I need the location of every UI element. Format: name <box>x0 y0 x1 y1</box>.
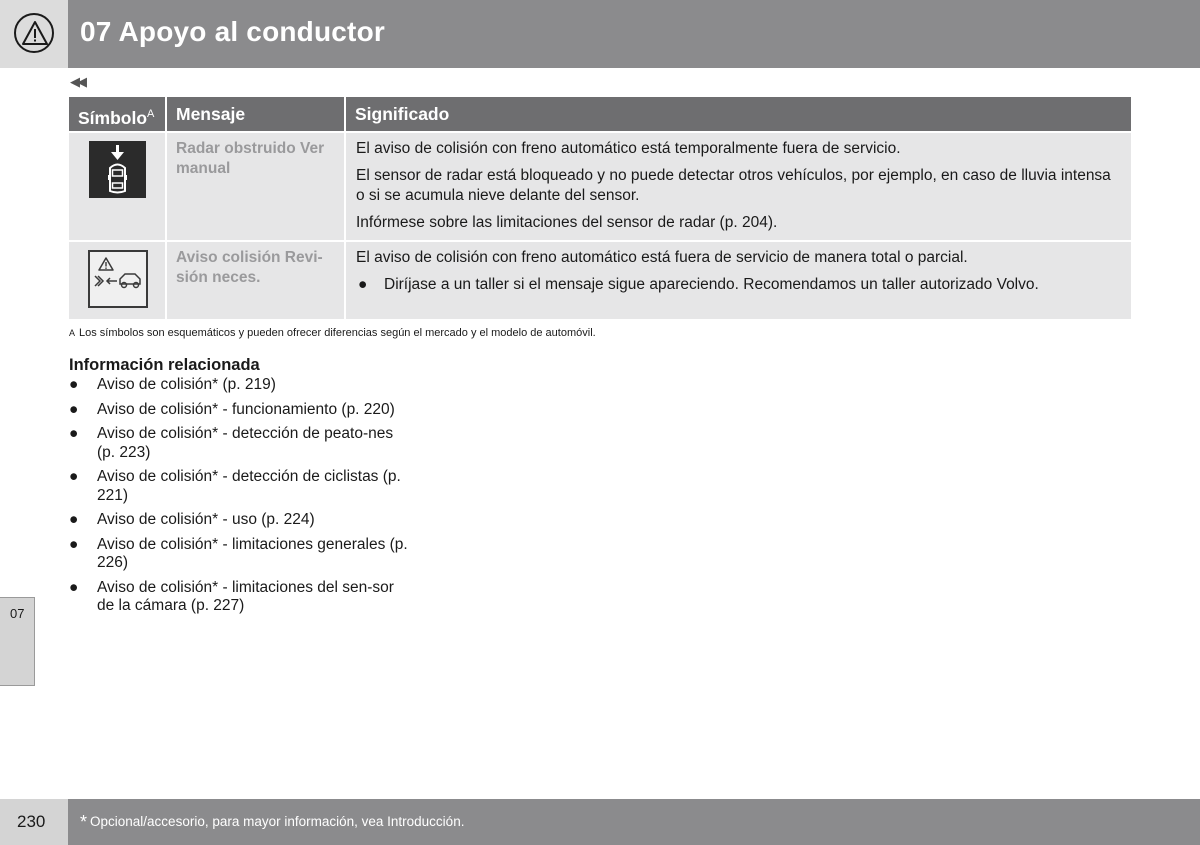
bullet-icon: ● <box>358 276 368 293</box>
footer-bar <box>68 799 1200 845</box>
bullet-icon: ● <box>69 578 79 596</box>
related-info-title: Información relacionada <box>69 356 260 374</box>
header-icon-area <box>0 0 68 68</box>
meaning-cell <box>346 133 1131 240</box>
related-link-text[interactable]: Aviso de colisión* - limitaciones generales (p. 226) <box>97 535 408 571</box>
meaning-cell <box>346 242 1131 319</box>
meaning-text: Infórmese sobre las limitaciones del sensor de radar (p. 204). <box>356 214 778 231</box>
related-link[interactable] <box>69 376 409 395</box>
symbol-cell <box>69 242 167 319</box>
footer-page-area <box>0 799 68 845</box>
header-bar <box>68 0 1200 68</box>
symbol-cell <box>69 133 167 240</box>
page-number: 230 <box>17 812 46 831</box>
radar-blocked-icon <box>89 141 146 198</box>
bullet-icon: ● <box>69 376 79 393</box>
footer-note <box>80 812 464 833</box>
meaning-text: El aviso de colisión con freno automático está temporalmente fuera de servicio. <box>356 140 901 157</box>
meaning-text: El aviso de colisión con freno automático está fuera de servicio de manera total o parcial. <box>356 249 968 266</box>
bullet-icon: ● <box>69 425 79 442</box>
related-link-text[interactable]: Aviso de colisión* - limitaciones del sen-sor de la cámara (p. 227) <box>97 578 394 614</box>
collision-warning-icon <box>88 250 148 308</box>
message-cell: Aviso colisión Revi-sión neces. <box>167 242 346 319</box>
related-link-text[interactable]: Aviso de colisión* - detección de peato-nes (p. 223) <box>97 425 394 461</box>
related-link[interactable] <box>69 579 409 616</box>
table-header-row <box>69 97 1131 131</box>
related-link[interactable] <box>69 425 409 462</box>
warning-triangle-icon <box>14 13 54 53</box>
footer-note-text: Opcional/accesorio, para mayor información, vea Introducción. <box>90 814 465 829</box>
table-footnote <box>69 327 596 339</box>
bullet-text: Diríjase a un taller si el mensaje sigue apareciendo. Recomendamos un taller autorizado Volvo. <box>384 276 1039 293</box>
bullet-icon: ● <box>69 535 79 553</box>
meaning-text: El sensor de radar está bloqueado y no puede detectar otros vehículos, por ejemplo, en caso de lluvia intensa o si se acumula nieve delante del sensor. <box>356 167 1111 204</box>
header-symbol <box>69 97 167 131</box>
header-message: Mensaje <box>167 97 346 131</box>
previous-page-icon[interactable]: ◀◀ <box>70 74 84 89</box>
related-link-text[interactable]: Aviso de colisión* - detección de ciclistas (p. 221) <box>97 468 401 504</box>
chapter-side-tab[interactable] <box>0 597 35 686</box>
meaning-bullet <box>356 275 1121 295</box>
message-table <box>69 97 1131 319</box>
asterisk: * <box>80 812 88 832</box>
header-meaning: Significado <box>355 104 450 124</box>
related-link[interactable] <box>69 468 409 505</box>
related-link-text[interactable]: Aviso de colisión* - uso (p. 224) <box>97 511 315 528</box>
footnote-mark: A <box>69 328 76 338</box>
message-cell: Radar obstruido Ver manual <box>167 133 346 240</box>
bullet-icon: ● <box>69 400 79 418</box>
related-link[interactable] <box>69 511 409 530</box>
bullet-icon: ● <box>69 511 79 528</box>
related-link[interactable] <box>69 536 409 573</box>
related-info-list <box>69 376 409 622</box>
chapter-side-tab-label: 07 <box>10 606 25 621</box>
footnote-ref: A <box>147 108 155 120</box>
related-link-text[interactable]: Aviso de colisión* (p. 219) <box>97 376 276 393</box>
footnote-text: Los símbolos son esquemáticos y pueden ofrecer diferencias según el mercado y el modelo de automóvil. <box>79 327 596 339</box>
table-row <box>69 240 1131 319</box>
header-symbol-label: Símbolo <box>78 107 148 128</box>
chapter-title: 07 Apoyo al conductor <box>80 16 385 47</box>
bullet-icon: ● <box>69 468 79 485</box>
related-link[interactable] <box>69 401 409 420</box>
table-row <box>69 131 1131 240</box>
related-link-text[interactable]: Aviso de colisión* - funcionamiento (p. 220) <box>97 400 395 418</box>
